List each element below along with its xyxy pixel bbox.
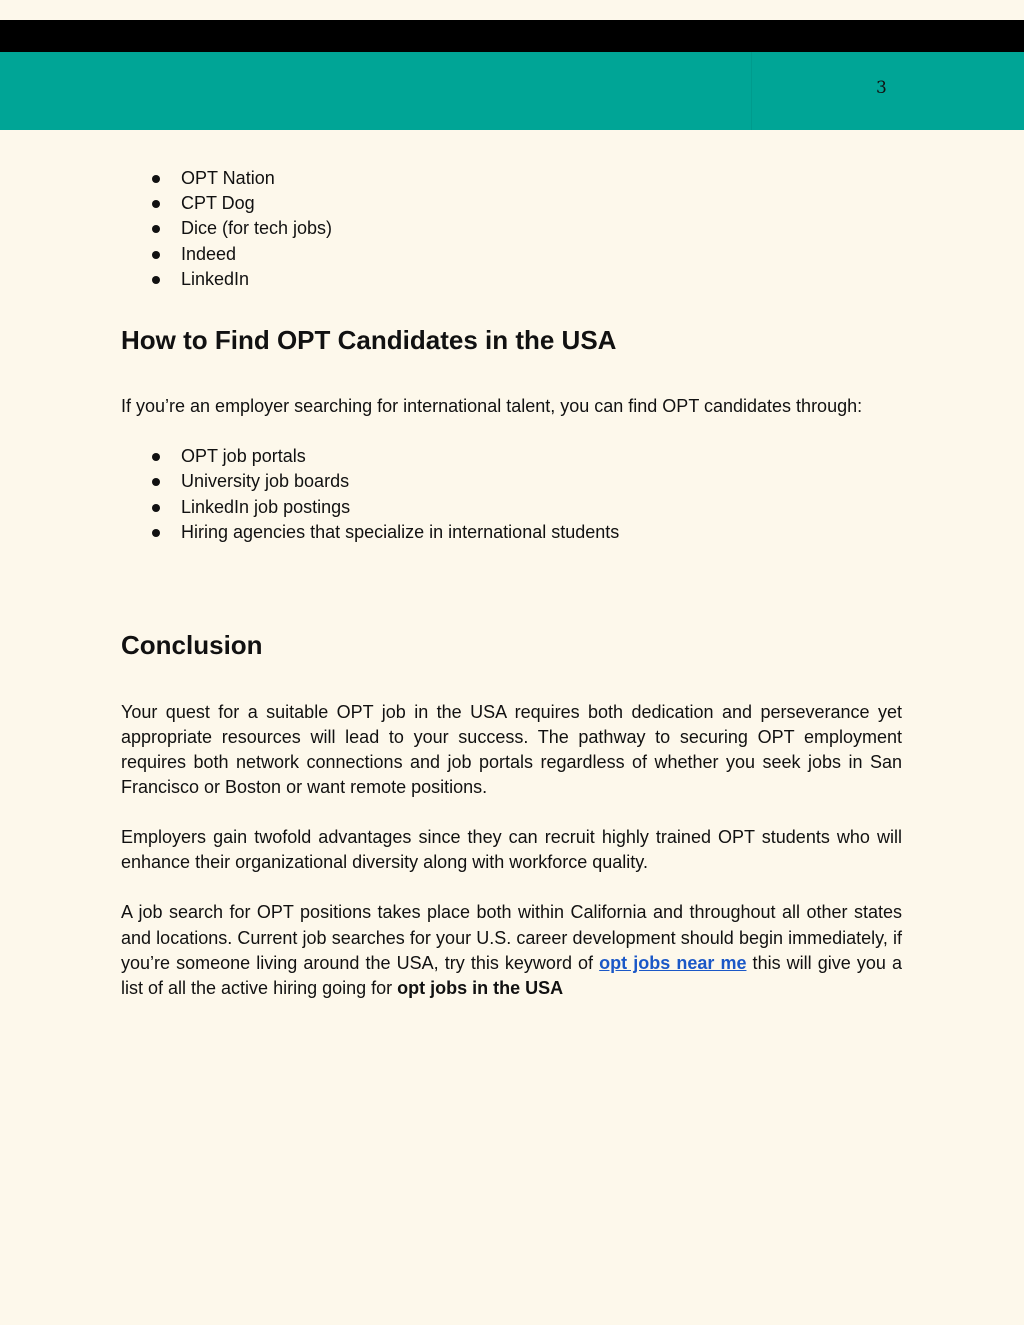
list-item	[121, 191, 902, 216]
list-item	[121, 520, 902, 545]
paragraph-text: this will give you a list of all the active hiring going for	[121, 952, 902, 998]
section-heading-find-candidates: How to Find OPT Candidates in the USA	[121, 325, 617, 356]
list-item-label: OPT job portals	[181, 446, 306, 467]
header-teal-band	[0, 52, 1024, 130]
bullet-icon	[152, 529, 160, 537]
list-item	[121, 469, 902, 494]
page-number: 3	[876, 78, 887, 98]
header-band-divider	[751, 52, 752, 130]
paragraph-text: A job search for OPT positions takes place both within California and throughout all other states and locations. Current job searches for your U.S. career development should begin immediately, if you’re someone living around the USA, try this keyword of	[121, 902, 902, 973]
bullet-icon	[152, 504, 160, 512]
bullet-icon	[152, 478, 160, 486]
conclusion-paragraph-2: Employers gain twofold advantages since they can recruit highly trained OPT students who will enhance their organizational diversity along with workforce quality.	[121, 827, 902, 873]
job-portal-list	[121, 166, 902, 292]
list-item-label: OPT Nation	[181, 168, 275, 188]
list-item	[121, 242, 902, 267]
list-item-label: Dice (for tech jobs)	[181, 218, 333, 239]
top-margin-strip	[0, 0, 1024, 20]
list-item	[121, 444, 902, 469]
list-item-label: Hiring agencies that specialize in international students	[181, 521, 620, 542]
conclusion-paragraph-1: Your quest for a suitable OPT job in the USA requires both dedication and perseverance yet appropriate resources will lead to your success. The pathway to securing OPT employment requires both network connections and job portals regardless of whether you seek jobs in San Francisco or Boston or want remote positions.	[121, 701, 902, 798]
bold-keyword: opt jobs in the USA	[397, 977, 564, 998]
header-black-band	[0, 20, 1024, 52]
list-item-label: University job boards	[181, 471, 350, 492]
bullet-icon	[152, 251, 160, 259]
bullet-icon	[152, 225, 160, 233]
bullet-icon	[152, 276, 160, 284]
list-item	[121, 267, 902, 292]
conclusion-paragraph-3	[121, 900, 902, 1000]
list-item-label: CPT Dog	[181, 193, 255, 214]
section-heading-conclusion: Conclusion	[121, 629, 263, 660]
list-item	[121, 216, 902, 241]
list-item-label: Indeed	[181, 243, 237, 264]
candidate-sources-list	[121, 444, 902, 545]
list-item	[121, 166, 902, 191]
opt-jobs-near-me-link[interactable]: opt jobs near me	[599, 952, 747, 973]
bullet-icon	[152, 453, 160, 461]
list-item-label: LinkedIn	[181, 268, 250, 289]
list-item	[121, 495, 902, 520]
document-body	[121, 166, 902, 1001]
section-intro-paragraph: If you’re an employer searching for international talent, you can find OPT candidates through:	[121, 396, 863, 417]
bullet-icon	[152, 200, 160, 208]
bullet-icon	[152, 175, 160, 183]
list-item-label: LinkedIn job postings	[181, 496, 351, 517]
